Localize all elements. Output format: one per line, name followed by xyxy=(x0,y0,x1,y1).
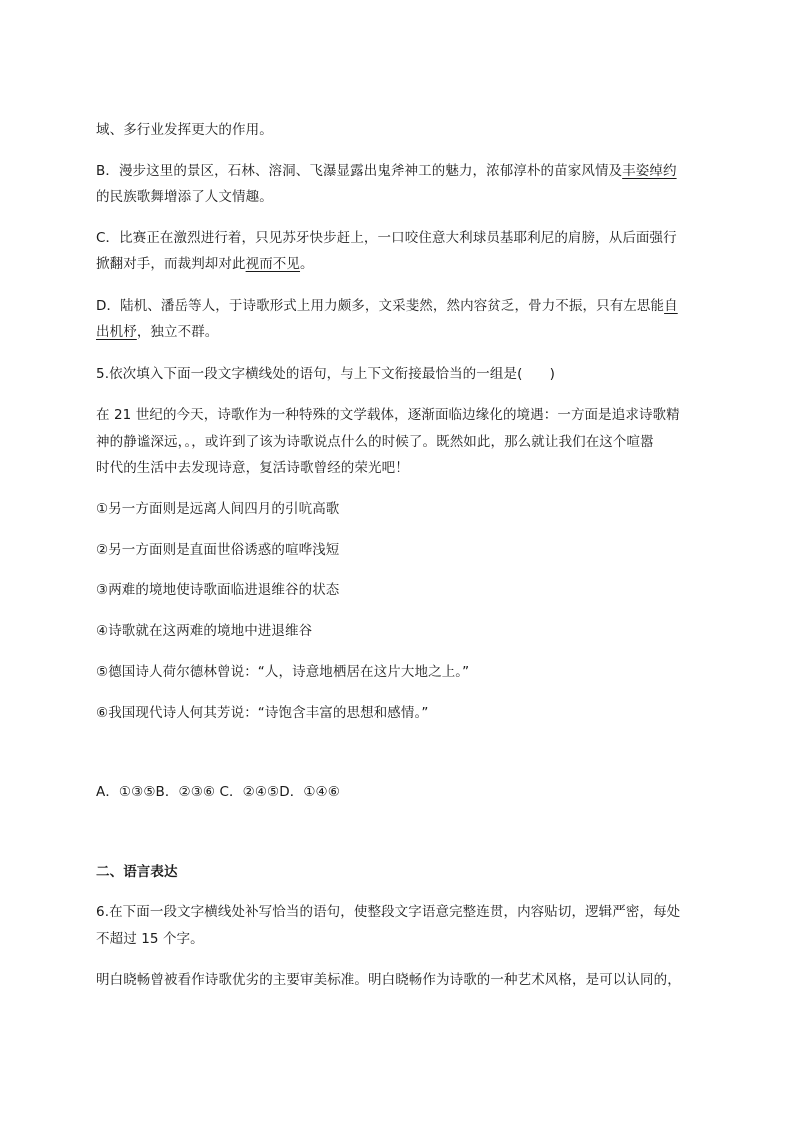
q5-item-text: ②另一方面则是直面世俗诱惑的喧哗浅短 xyxy=(96,542,340,558)
q5-item-4 xyxy=(96,621,312,641)
q4-continuation-text: 域、多行业发挥更大的作用。 xyxy=(96,122,273,138)
q5-stem-text: 5.依次填入下面一段文字横线处的语句，与上下文衔接最恰当的一组是( ) xyxy=(96,366,556,382)
q5-paragraph-line-2 xyxy=(96,432,654,452)
q4-continuation-line xyxy=(96,120,273,140)
q5-item-2 xyxy=(96,540,339,560)
q5-item-3 xyxy=(96,580,339,600)
option-c-period: 。 xyxy=(300,256,314,272)
section-heading-text: 二、语言表达 xyxy=(96,864,178,880)
option-b-text-cont: 的民族歌舞增添了人文情趣。 xyxy=(96,189,273,205)
option-d-underlined-idiom-start: 自 xyxy=(664,298,678,314)
q6-stem-line-1 xyxy=(96,902,680,922)
q6-paragraph-line-1 xyxy=(96,970,681,990)
q5-answer-choices xyxy=(96,782,340,802)
q5-paragraph-text: 在 21 世纪的今天，诗歌作为一种特殊的文学载体，逐渐面临边缘化的境遇：一方面是追求诗歌精 xyxy=(96,407,680,423)
section-heading xyxy=(96,862,178,882)
q5-paragraph-text: 时代的生活中去发现诗意，复活诗歌曾经的荣光吧！ xyxy=(96,460,409,476)
option-b-text: B．漫步这里的景区，石林、溶洞、飞瀑显露出鬼斧神工的魅力，浓郁淳朴的苗家风情及 xyxy=(96,163,623,179)
q5-item-text: ④诗歌就在这两难的境地中进退维谷 xyxy=(96,623,313,639)
q5-item-text: ⑤德国诗人荷尔德林曾说：“人，诗意地栖居在这片大地之上。” xyxy=(96,664,470,680)
option-d-line-1 xyxy=(96,296,678,316)
q6-stem-line-2 xyxy=(96,929,204,949)
option-c-underlined-idiom: 视而不见 xyxy=(245,256,301,272)
q5-paragraph-line-1 xyxy=(96,405,680,425)
option-c-text: C．比赛正在激烈进行着，只见苏牙快步赶上，一口咬住意大利球员基耶利尼的肩膀，从后面强行 xyxy=(96,230,677,246)
q5-stem xyxy=(96,364,555,384)
q6-stem-text: 不超过 15 个字。 xyxy=(96,931,204,947)
option-b-line-1 xyxy=(96,161,677,181)
q5-item-1 xyxy=(96,499,339,519)
q5-paragraph-text: 神的静谧深远，。，或许到了该为诗歌说点什么的时候了。既然如此，那么就让我们在这个喧嚣 xyxy=(96,434,654,450)
option-c-line-2 xyxy=(96,254,314,274)
q5-paragraph-line-3 xyxy=(96,458,409,478)
option-b-underlined-idiom: 丰姿绰约 xyxy=(622,163,677,179)
q5-item-6 xyxy=(96,703,428,723)
q5-item-text: ③两难的境地使诗歌面临进退维谷的状态 xyxy=(96,582,340,598)
q5-item-text: ①另一方面则是远离人间四月的引吭高歌 xyxy=(96,501,340,517)
q5-item-text: ⑥我国现代诗人何其芳说：“诗饱含丰富的思想和感情。” xyxy=(96,705,429,721)
option-d-line-2 xyxy=(96,322,218,342)
option-c-text-cont: 掀翻对手，而裁判却对此 xyxy=(96,256,246,272)
option-b-line-2 xyxy=(96,187,273,207)
q6-paragraph-text: 明白晓畅曾被看作诗歌优劣的主要审美标准。明白晓畅作为诗歌的一种艺术风格，是可以认同的， xyxy=(96,972,681,988)
q6-stem-text: 6.在下面一段文字横线处补写恰当的语句，使整段文字语意完整连贯，内容贴切，逻辑严密，每处 xyxy=(96,904,681,920)
q5-item-5 xyxy=(96,662,469,682)
option-d-text-cont: ，独立不群。 xyxy=(136,324,219,340)
option-d-text: D．陆机、潘岳等人，于诗歌形式上用力颇多，文采斐然，然内容贫乏，骨力不振，只有左思能 xyxy=(96,298,665,314)
option-d-underlined-idiom-end: 出机杼 xyxy=(96,324,137,340)
q5-answer-choices-text: A．①③⑤B．②③⑥ C．②④⑤D．①④⑥ xyxy=(96,784,340,800)
option-c-line-1 xyxy=(96,228,677,248)
